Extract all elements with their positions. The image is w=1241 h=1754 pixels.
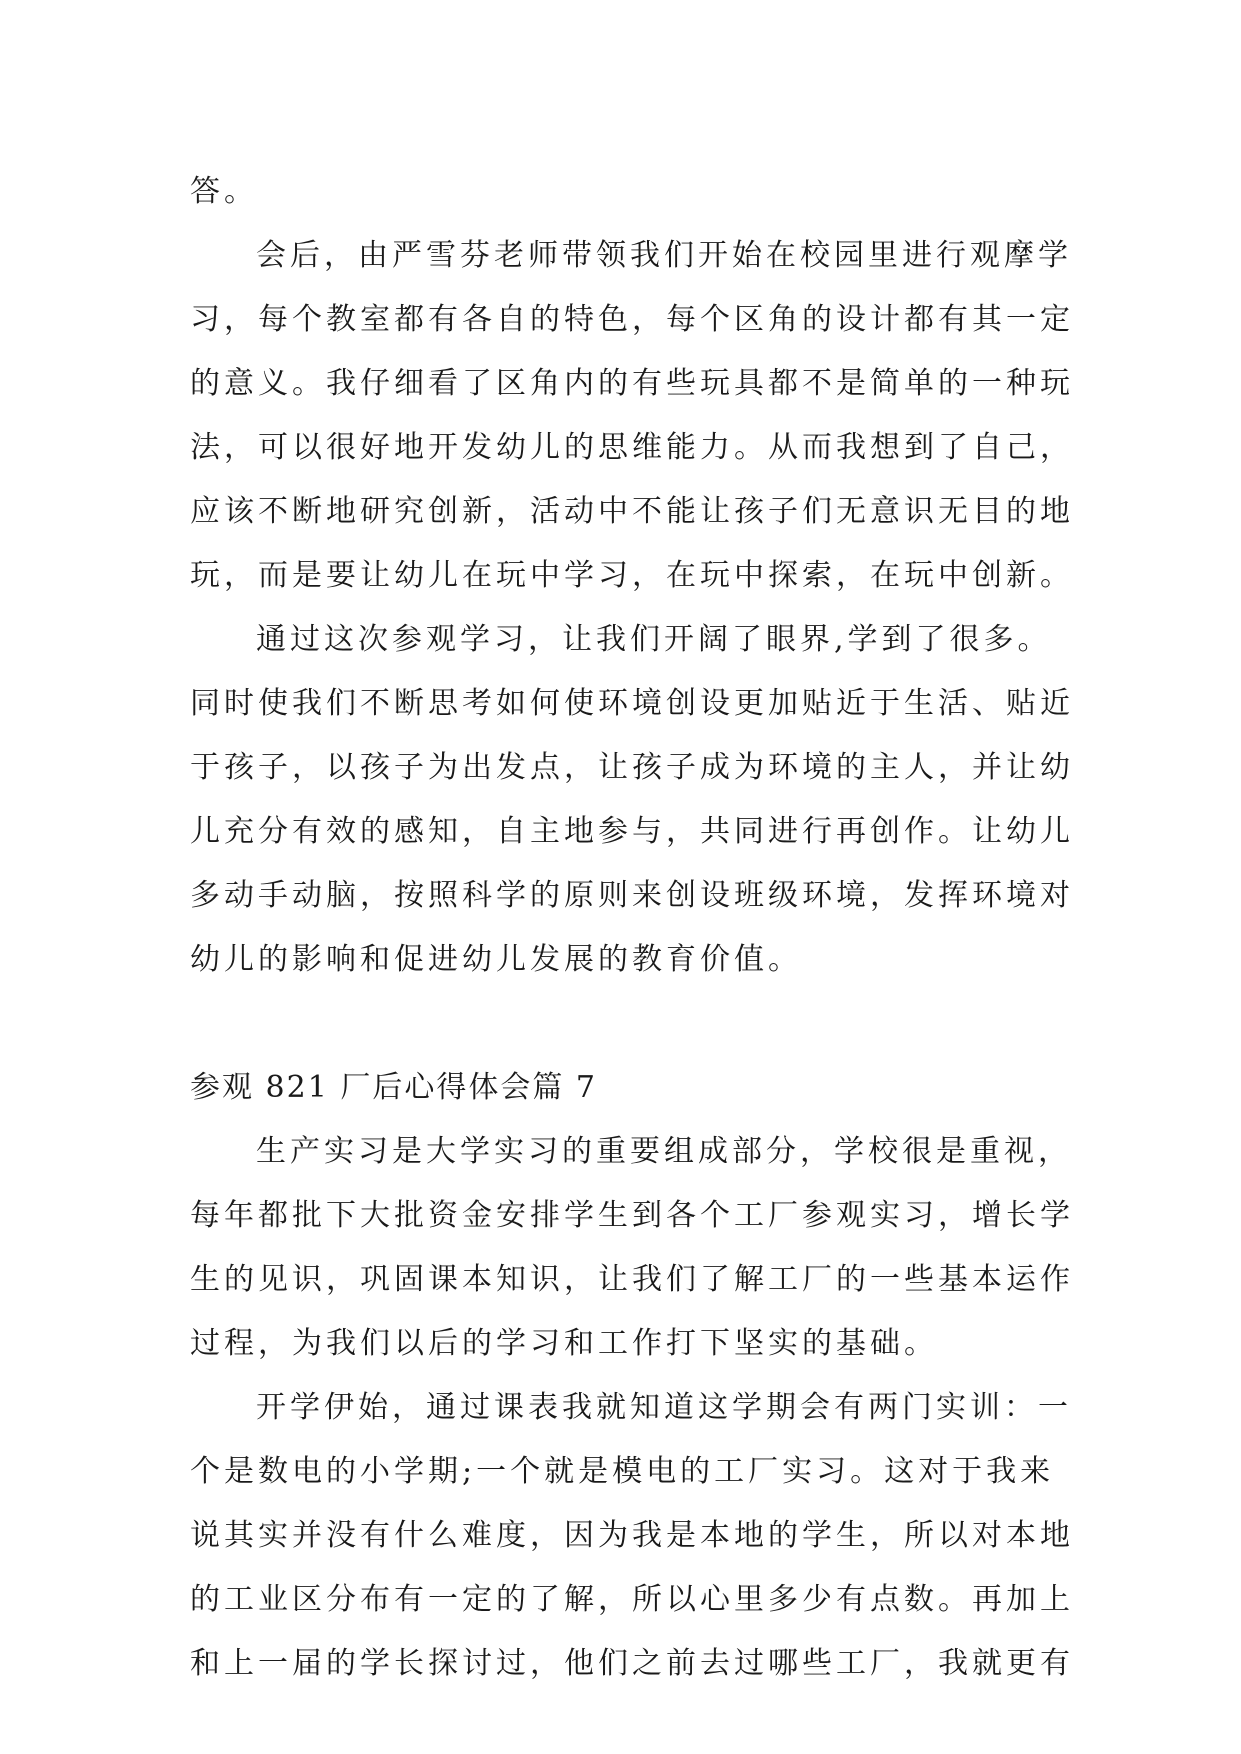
text-line: 习，每个教室都有各自的特色，每个区角的设计都有其一定 [190, 302, 1074, 337]
text-line: 的工业区分布有一定的了解，所以心里多少有点数。再加上 [190, 1582, 1074, 1617]
section-1 [190, 160, 1074, 992]
text-line: 和上一届的学长探讨过，他们之前去过哪些工厂，我就更有 [190, 1646, 1074, 1681]
text-line: 儿充分有效的感知，自主地参与，共同进行再创作。让幼儿 [190, 814, 1074, 849]
text-line: 于孩子，以孩子为出发点，让孩子成为环境的主人，并让幼 [190, 750, 1074, 785]
text-line: 应该不断地研究创新，活动中不能让孩子们无意识无目的地 [190, 494, 1074, 529]
paragraph-start-line: 会后，由严雪芬老师带领我们开始在校园里进行观摩学 [256, 238, 1072, 273]
paragraph-start-line: 生产实习是大学实习的重要组成部分，学校很是重视， [256, 1134, 1072, 1169]
text-line: 每年都批下大批资金安排学生到各个工厂参观实习，增长学 [190, 1198, 1074, 1233]
text-line: 的意义。我仔细看了区角内的有些玩具都不是简单的一种玩 [190, 366, 1074, 401]
document-body [190, 160, 1074, 1696]
paragraph-start-line: 通过这次参观学习，让我们开阔了眼界,学到了很多。 [256, 622, 1052, 657]
text-line: 玩，而是要让幼儿在玩中学习，在玩中探索，在玩中创新。 [190, 558, 1074, 593]
section-2 [190, 1056, 1074, 1696]
text-line: 多动手动脑，按照科学的原则来创设班级环境，发挥环境对 [190, 878, 1074, 913]
text-line: 过程，为我们以后的学习和工作打下坚实的基础。 [190, 1326, 938, 1361]
section-heading: 参观 821 厂后心得体会篇 7 [190, 1070, 597, 1105]
text-line: 答。 [190, 174, 258, 209]
text-line: 说其实并没有什么难度，因为我是本地的学生，所以对本地 [190, 1518, 1074, 1553]
text-line: 生的见识，巩固课本知识，让我们了解工厂的一些基本运作 [190, 1262, 1074, 1297]
text-line: 个是数电的小学期;一个就是模电的工厂实习。这对于我来 [190, 1454, 1055, 1489]
paragraph-start-line: 开学伊始，通过课表我就知道这学期会有两门实训：一 [256, 1390, 1072, 1425]
text-line: 法，可以很好地开发幼儿的思维能力。从而我想到了自己， [190, 430, 1074, 465]
text-line: 幼儿的影响和促进幼儿发展的教育价值。 [190, 942, 802, 977]
text-line: 同时使我们不断思考如何使环境创设更加贴近于生活、贴近 [190, 686, 1074, 721]
